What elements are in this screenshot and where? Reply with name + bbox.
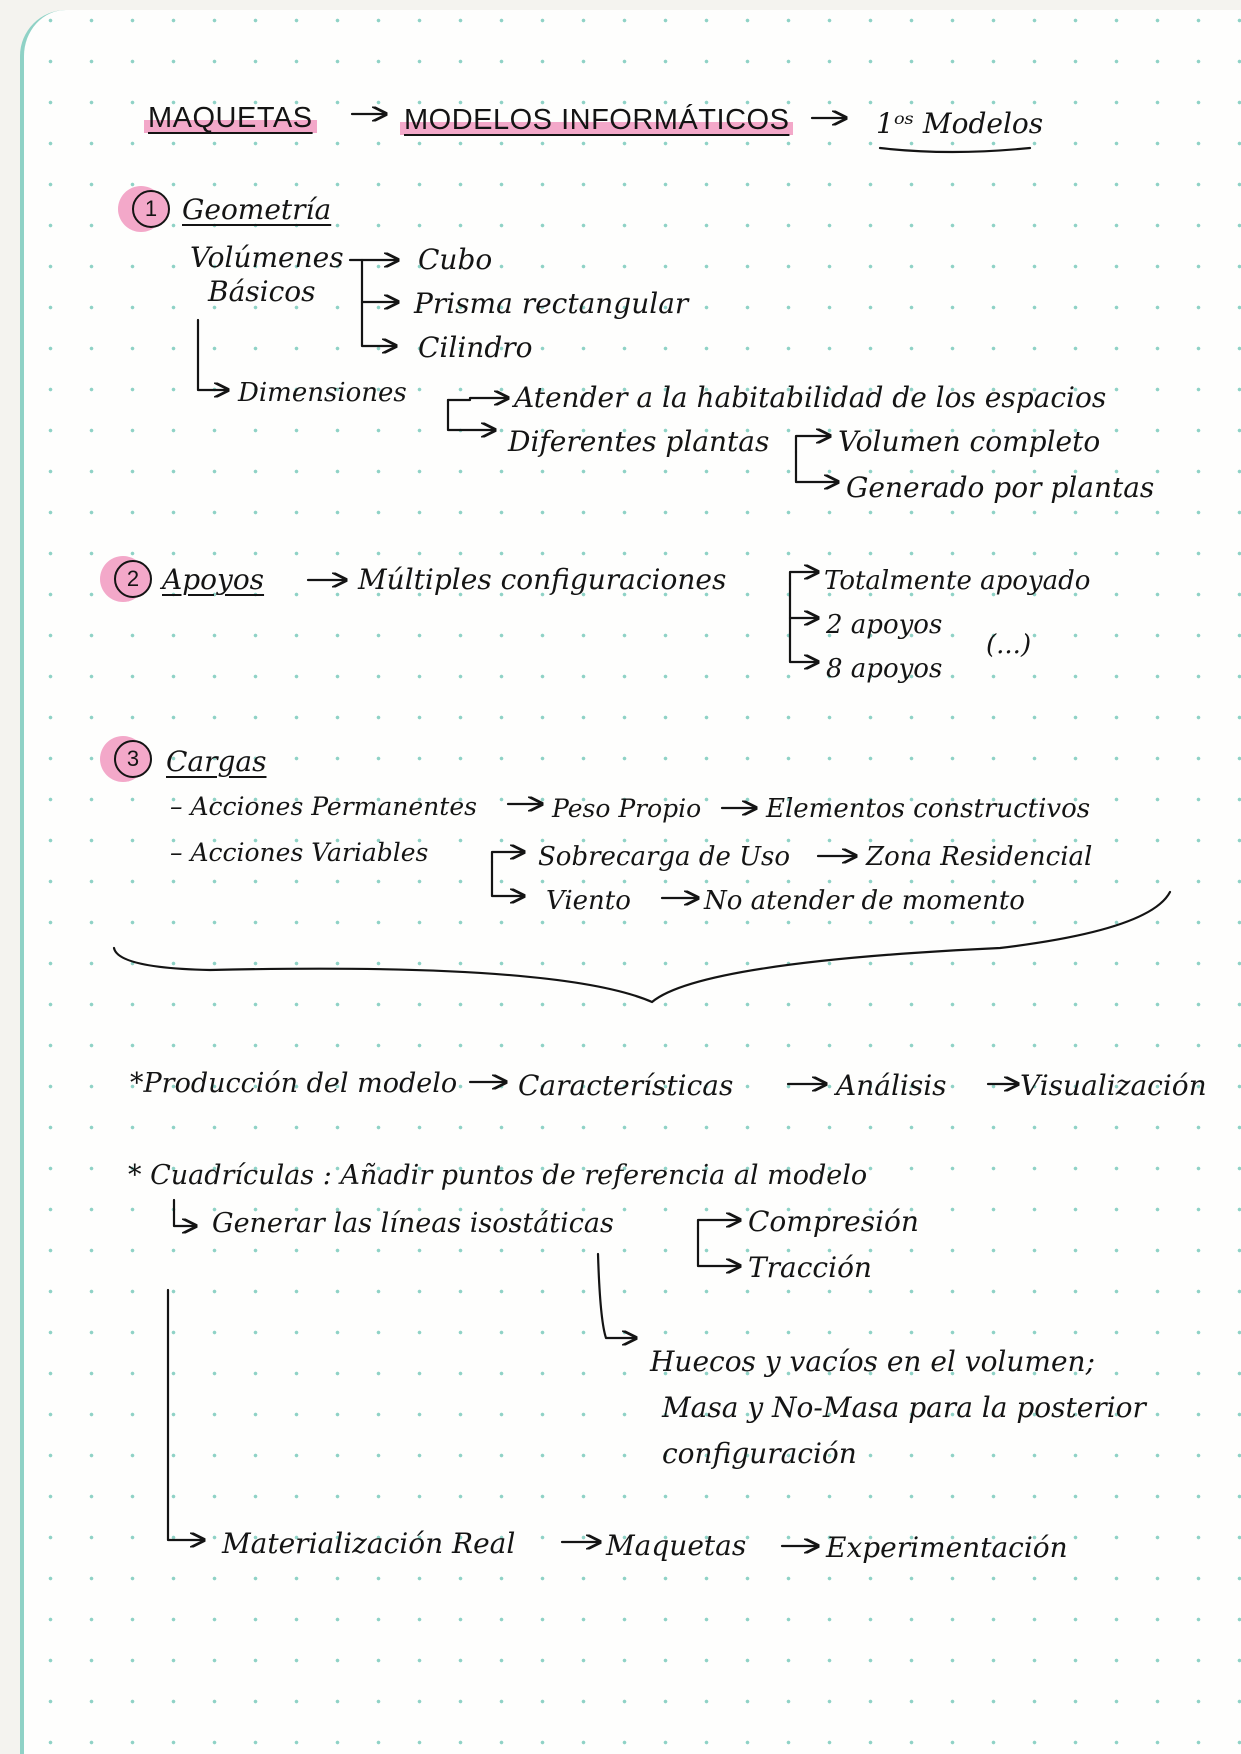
maquetas-item: Maquetas [606, 1529, 747, 1562]
totalmente-item: Totalmente apoyado [824, 566, 1091, 596]
cuadriculas-line: * Cuadrículas : Añadir puntos de referencia al modelo [128, 1160, 868, 1191]
sobrecarga-item: Sobrecarga de Uso [538, 842, 791, 872]
huecos-line-3: configuración [662, 1437, 857, 1470]
header-maquetas: MAQUETAS [144, 104, 317, 133]
diferentes-plantas-item: Diferentes plantas [508, 425, 770, 458]
section-3-badge: 3 [114, 740, 152, 778]
cilindro-item: Cilindro [418, 331, 533, 364]
ellipsis-note: (...) [986, 630, 1032, 660]
viento-item: Viento [546, 886, 631, 916]
section-2-badge: 2 [114, 560, 152, 598]
zona-residencial-item: Zona Residencial [866, 842, 1093, 872]
acciones-permanentes: – Acciones Permanentes [170, 792, 477, 821]
dos-apoyos-item: 2 apoyos [826, 610, 943, 640]
prisma-item: Prisma rectangular [414, 287, 689, 320]
modelos-underline [880, 148, 1030, 152]
ocho-apoyos-item: 8 apoyos [826, 654, 943, 684]
section-2-title: Apoyos [162, 563, 265, 596]
visualizacion-item: Visualización [1020, 1069, 1207, 1102]
generado-plantas-item: Generado por plantas [846, 471, 1155, 504]
section-1-title: Geometría [182, 193, 332, 226]
multiples-item: Múltiples configuraciones [358, 563, 727, 596]
generar-lineas: Generar las líneas isostáticas [212, 1208, 614, 1239]
produccion-label: *Producción del modelo [130, 1068, 458, 1099]
volumen-completo-item: Volumen completo [838, 425, 1101, 458]
compresion-item: Compresión [748, 1205, 919, 1238]
section-3-title: Cargas [166, 745, 267, 778]
section-1-badge: 1 [132, 190, 170, 228]
huecos-line-1: Huecos y vacíos en el volumen; [650, 1345, 1096, 1378]
materializacion-item: Materialización Real [222, 1527, 516, 1560]
peso-propio: Peso Propio [552, 794, 702, 823]
cubo-item: Cubo [418, 243, 493, 276]
traccion-item: Tracción [748, 1251, 872, 1284]
analisis-item: Análisis [836, 1069, 947, 1102]
header-primeros-modelos: 1ᵒˢ Modelos [876, 107, 1044, 140]
huecos-line-2: Masa y No-Masa para la posterior [662, 1391, 1146, 1424]
header-modelos-informaticos: MODELOS INFORMÁTICOS [400, 106, 793, 135]
elementos-constructivos: Elementos constructivos [766, 794, 1091, 824]
acciones-variables: – Acciones Variables [170, 838, 429, 867]
atender-item: Atender a la habitabilidad de los espacios [514, 381, 1107, 414]
dimensiones-label: Dimensiones [238, 378, 407, 408]
no-atender-item: No atender de momento [704, 886, 1025, 916]
experimentacion-item: Experimentación [826, 1531, 1068, 1564]
caracteristicas-item: Características [518, 1069, 734, 1102]
basicos-label: Básicos [208, 275, 316, 308]
volumenes-label: Volúmenes [190, 241, 344, 274]
